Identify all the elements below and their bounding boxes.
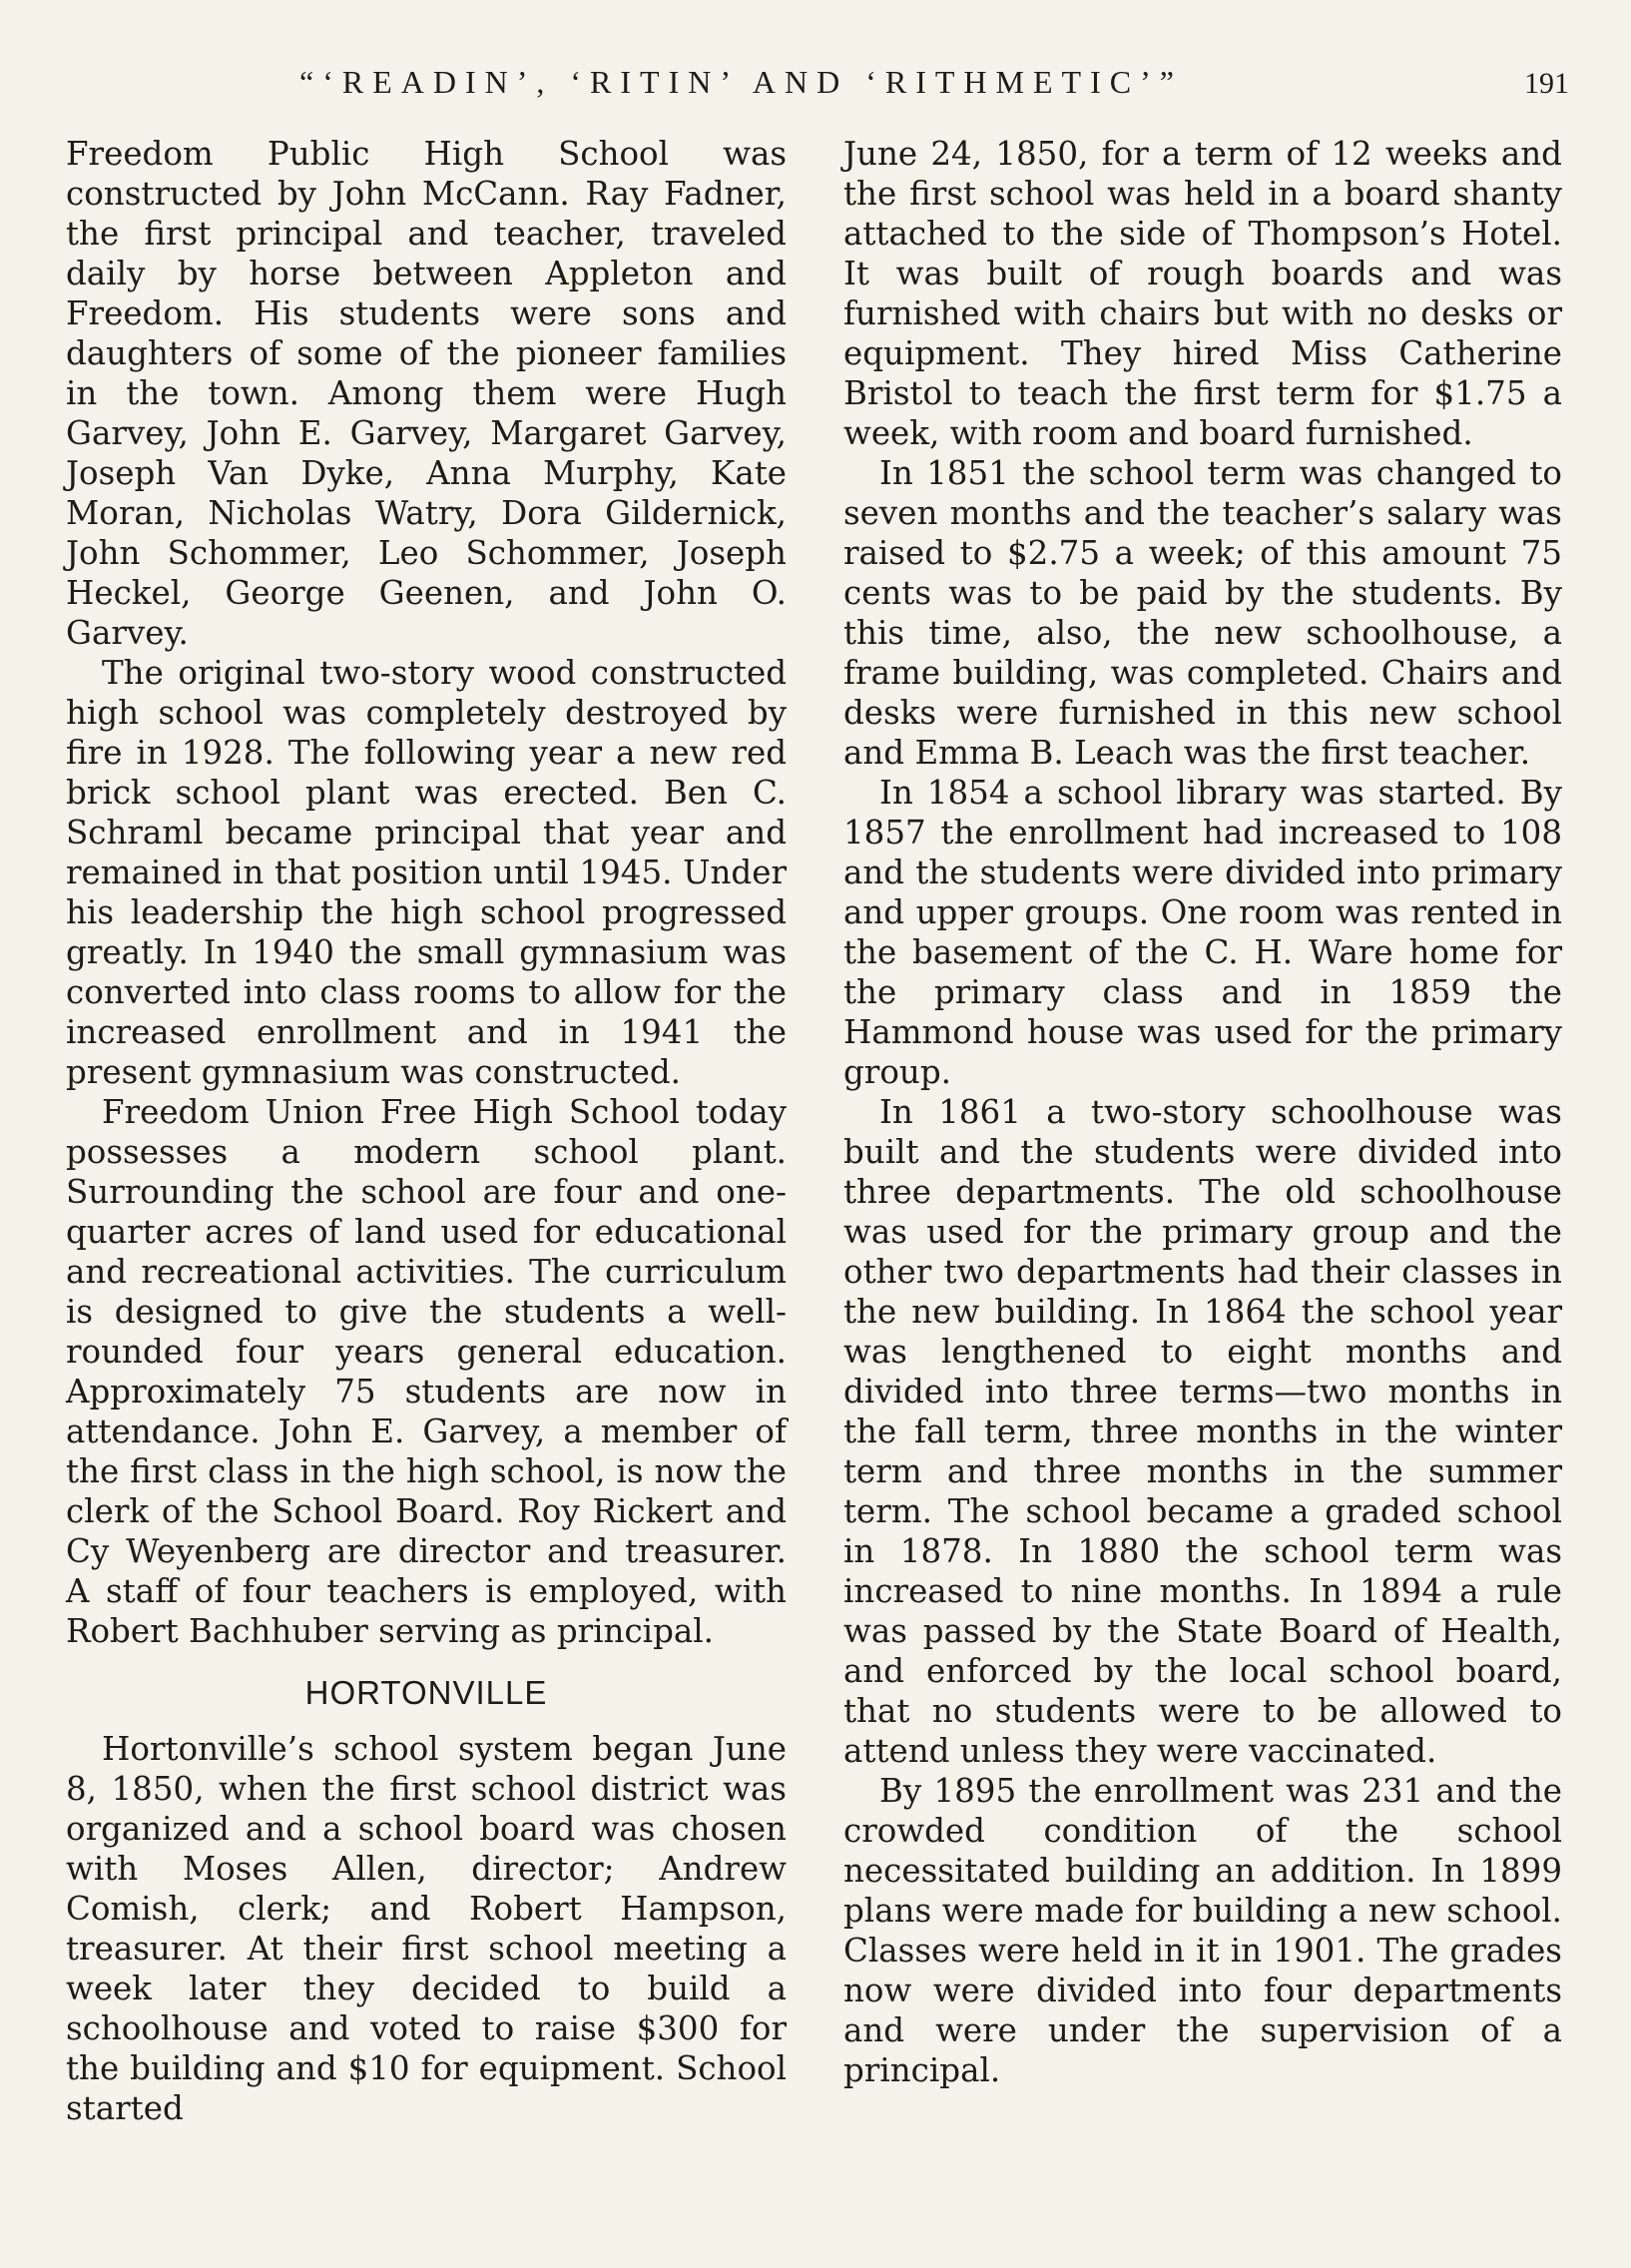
paragraph: Freedom Union Free High School today possesses a modern school plant. Surrounding the school are four and one-quarter acres of land used for educational and recreational activities. The curriculum is designed to give the students a well-rounded four years general education. Approximately 75 students are now in attendance. John E. Garvey, a member of the first class in the high school, is now the clerk of the School Board. Roy Rickert and Cy Weyenberg are director and treasurer. A staff of four teachers is employed, with Robert Bachhuber serving as principal. [66, 1093, 787, 1650]
section-heading: HORTONVILLE [304, 1674, 548, 1711]
right-column [843, 134, 1562, 2090]
paragraph: Freedom Public High School was constructed by John McCann. Ray Fadner, the first principal and teacher, traveled daily by horse between Appleton and Freedom. His students were sons and daughters of some of the pioneer families in the town. Among them were Hugh Garvey, John E. Garvey, Margaret Garvey, Joseph Van Dyke, Anna Murphy, Kate Moran, Nicholas Watry, Dora Gildernick, John Schommer, Leo Schommer, Joseph Heckel, George Geenen, and John O. Garvey. [66, 135, 787, 652]
paragraph: In 1851 the school term was changed to seven months and the teacher’s salary was raised to $2.75 a week; of this amount 75 cents was to be paid by the students. By this time, also, the new schoolhouse, a frame building, was completed. Chairs and desks were furnished in this new school and Emma B. Leach was the first teacher. [843, 454, 1562, 772]
left-column [66, 134, 787, 2128]
page-number: 191 [1524, 67, 1569, 100]
running-title: “‘READIN’, ‘RITIN’ AND ‘RITHMETIC’” [299, 64, 1183, 100]
paragraph: Hortonville’s school system began June 8, 1850, when the first school district was organized and a school board was chosen with Moses Allen, director; Andrew Comish, clerk; and Robert Hampson, treasurer. At their first school meeting a week later they decided to build a schoolhouse and voted to raise $300 for the building and $10 for equipment. School started [66, 1730, 787, 2127]
paragraph: In 1861 a two-story schoolhouse was built and the students were divided into three departments. The old schoolhouse was used for the primary group and the other two departments had their classes in the new building. In 1864 the school year was lengthened to eight months and divided into three terms—two months in the fall term, three months in the winter term and three months in the summer term. The school became a graded school in 1878. In 1880 the school term was increased to nine months. In 1894 a rule was passed by the State Board of Health, and enforced by the local school board, that no students were to be allowed to attend unless they were vaccinated. [843, 1093, 1562, 1770]
paragraph: By 1895 the enrollment was 231 and the crowded condition of the school necessitated building an addition. In 1899 plans were made for building a new school. Classes were held in it in 1901. The grades now were divided into four departments and were under the supervision of a principal. [843, 1772, 1562, 2089]
paragraph: June 24, 1850, for a term of 12 weeks and the first school was held in a board shanty attached to the side of Thompson’s Hotel. It was built of rough boards and was furnished with chairs but with no desks or equipment. They hired Miss Catherine Bristol to teach the first term for $1.75 a week, with room and board furnished. [843, 135, 1562, 452]
paragraph: In 1854 a school library was started. By 1857 the enrollment had increased to 108 and the students were divided into primary and upper groups. One room was rented in the basement of the C. H. Ware home for the primary class and in 1859 the Hammond house was used for the primary group. [843, 774, 1562, 1091]
paragraph: The original two-story wood constructed high school was completely destroyed by fire in 1928. The following year a new red brick school plant was erected. Ben C. Schraml became principal that year and remained in that position until 1945. Under his leadership the high school progressed greatly. In 1940 the small gymnasium was converted into class rooms to allow for the increased enrollment and in 1941 the present gymnasium was constructed. [66, 654, 787, 1091]
